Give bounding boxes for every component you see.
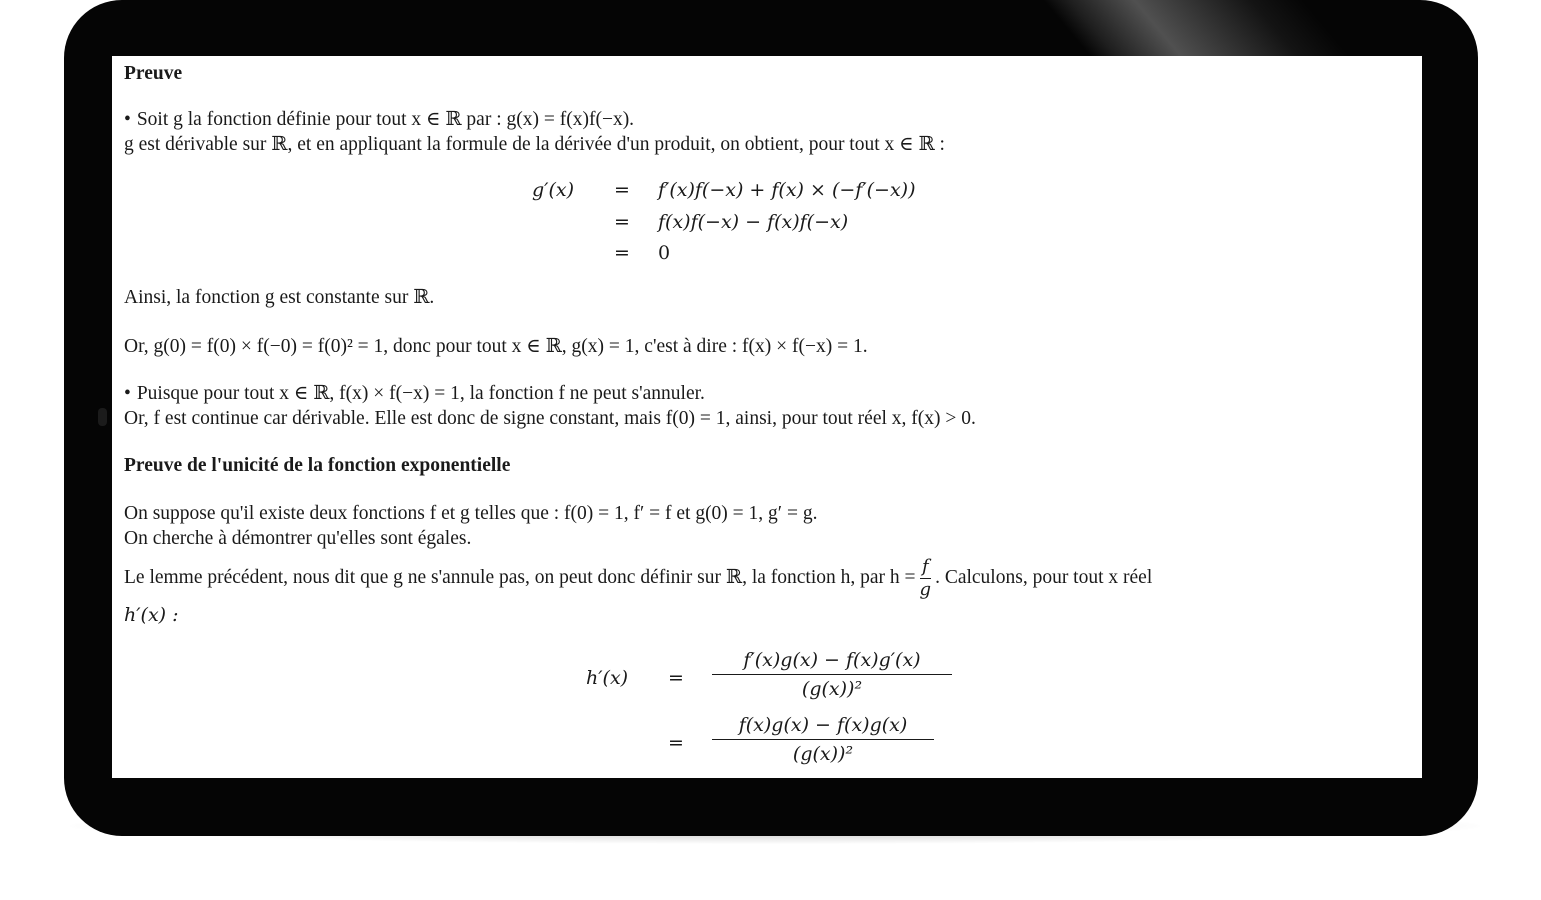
equation-equals-sign: = [614,211,630,233]
fraction-numerator: f(x)g(x) − f(x)g(x) [712,713,934,740]
paragraph-on-suppose: On suppose qu'il existe deux fonctions f et g telles que : f(0) = 1, f′ = f et g(0) = 1, g′ = g. [124,503,818,524]
paragraph-soit-g [124,108,634,132]
equation-line-1: f′(x)f(−x) + f(x) × (−f′(−x)) [658,179,916,201]
equation-g-prime-lhs: g′(x) [532,179,575,201]
bullet: • [124,109,131,130]
equation-h-prime-lhs: h′(x) [586,667,629,689]
equation-fraction-2 [712,713,934,766]
equation-equals-sign: = [614,179,630,201]
heading-unicite: Preuve de l'unicité de la fonction exponentielle [124,455,511,476]
paragraph-or-continue: Or, f est continue car dérivable. Elle est donc de signe constant, mais f(0) = 1, ainsi, pour tout réel x, f(x) > 0. [124,408,976,429]
fraction-numerator: f [920,556,932,579]
equation-equals-sign: = [614,242,630,264]
equation-fraction-1 [712,648,952,701]
paragraph-text: Le lemme précédent, nous dit que g ne s'annule pas, on peut donc définir sur ℝ, la fonction h, par h = [124,567,916,588]
paragraph-derivable: g est dérivable sur ℝ, et en appliquant la formule de la dérivée d'un produit, on obtient, pour tout x ∈ ℝ : [124,134,945,155]
fraction-f-over-g [920,556,932,601]
heading-preuve: Preuve [124,63,183,84]
fraction-denominator: (g(x))² [801,678,863,700]
paragraph-h-prime: h′(x) : [124,604,179,626]
fraction-numerator: f′(x)g(x) − f(x)g′(x) [712,648,952,675]
camera-dot [98,408,107,426]
paragraph-on-cherche: On cherche à démontrer qu'elles sont égales. [124,528,472,549]
bezel-glare [1035,0,1354,60]
equation-line-3: 0 [658,242,671,264]
equation-equals-sign: = [668,667,684,689]
paragraph-text: . Calculons, pour tout x réel [935,567,1153,588]
bullet: • [124,383,131,404]
paragraph-ainsi: Ainsi, la fonction g est constante sur ℝ. [124,287,435,308]
paragraph-puisque [124,382,705,406]
paragraph-lemme [124,556,1152,601]
paragraph-or-g0: Or, g(0) = f(0) × f(−0) = f(0)² = 1, donc pour tout x ∈ ℝ, g(x) = 1, c'est à dire : f(x) × f(−x) = 1. [124,336,868,357]
paragraph-text: Soit g la fonction définie pour tout x ∈ ℝ par : g(x) = f(x)f(−x). [136,109,635,130]
equation-equals-sign: = [668,732,684,754]
document-screen[interactable] [112,56,1422,778]
paragraph-text: Puisque pour tout x ∈ ℝ, f(x) × f(−x) = 1, la fonction f ne peut s'annuler. [136,383,705,404]
fraction-denominator: (g(x))² [792,743,854,765]
fraction-denominator: g [919,579,932,601]
equation-line-2: f(x)f(−x) − f(x)f(−x) [658,211,849,233]
